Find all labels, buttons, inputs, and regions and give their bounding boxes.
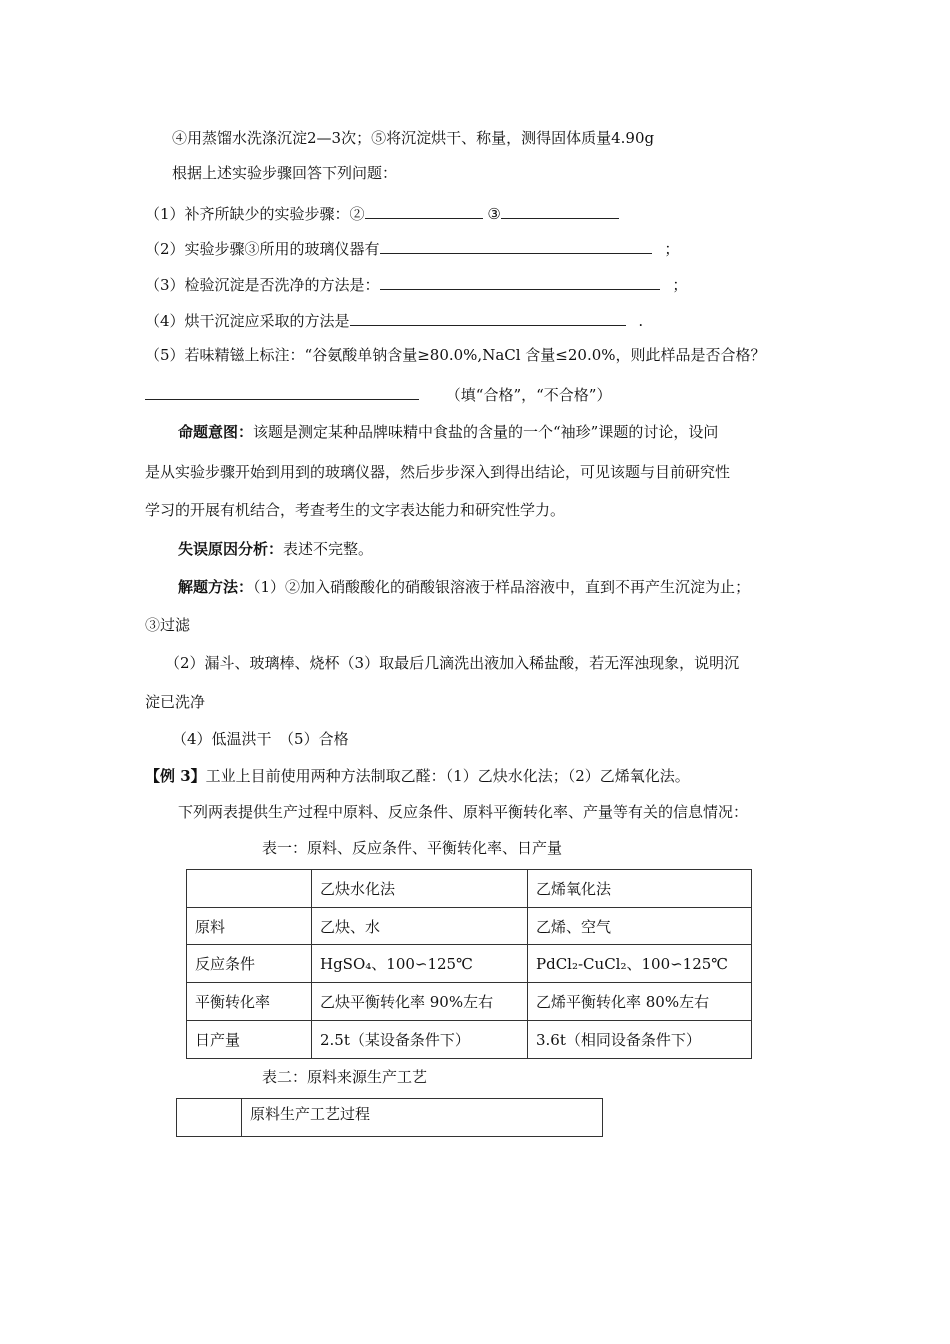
table-1-header-cell — [187, 870, 312, 908]
table-1-header-cell: 乙烯氧化法 — [528, 870, 752, 908]
method-line-3: （2）漏斗、玻璃棒、烧杯（3）取最后几滴洗出液加入稀盐酸，若无浑浊现象，说明沉 — [165, 654, 740, 672]
table-2-header-cell: 原料生产工艺过程 — [242, 1099, 603, 1137]
answer-blank-q3 — [380, 273, 660, 290]
example-3-label: 【例 3】 — [145, 767, 206, 785]
table-cell: 乙炔、水 — [312, 908, 528, 945]
question-4-end: . — [638, 312, 644, 330]
question-2-label: （2）实验步骤③所用的玻璃仪器有 — [145, 240, 380, 258]
intent-label: 命题意图： — [178, 423, 254, 441]
table-1-caption: 表一：原料、反应条件、平衡转化率、日产量 — [262, 839, 563, 857]
table-row — [187, 908, 752, 945]
question-4 — [145, 309, 643, 331]
table-cell: HgSO₄、100∽125℃ — [312, 945, 528, 983]
table-cell: 日产量 — [187, 1021, 312, 1059]
question-3-end: ； — [672, 276, 688, 294]
table-cell: 反应条件 — [187, 945, 312, 983]
table-cell: 3.6t（相同设备条件下） — [528, 1021, 752, 1059]
table-cell: 2.5t（某设备条件下） — [312, 1021, 528, 1059]
answer-blank-3 — [501, 202, 619, 219]
question-1 — [145, 202, 619, 224]
intent-line-1: 该题是测定某种品牌味精中食盐的含量的一个“袖珍”课题的讨论，设问 — [253, 423, 719, 441]
table-cell: 原料 — [187, 908, 312, 945]
table-2-header-row — [177, 1099, 603, 1137]
table-2-header-cell — [177, 1099, 242, 1137]
intent-line-2: 是从实验步骤开始到用到的玻璃仪器，然后步步深入到得出结论，可见该题与目前研究性 — [145, 463, 731, 481]
question-3-label: （3）检验沉淀是否洗净的方法是： — [145, 276, 380, 294]
question-5: （5）若味精镃上标注：“谷氨酸单钠含量≥80.0%,NaCl 含量≤20.0%，则此样品是否合格？ — [145, 346, 766, 364]
table-cell: 乙烯平衡转化率 80%左右 — [528, 983, 752, 1021]
table-1-header-cell: 乙炔水化法 — [312, 870, 528, 908]
method-line-1: （1）②加入硝酸酸化的硝酸银溶液于样品溶液中，直到不再产生沉淀为止； — [253, 578, 751, 596]
questions-intro: 根据上述实验步骤回答下列问题： — [172, 164, 398, 182]
intent-line-3: 学习的开展有机结合，考查考生的文字表达能力和研究性学力。 — [145, 501, 566, 519]
example-3-text: 工业上目前使用两种方法制取乙醛：（1）乙炔水化法；（2）乙烯氧化法。 — [205, 767, 690, 785]
question-3 — [145, 273, 687, 295]
question-5-answer — [145, 383, 611, 405]
table-1 — [186, 869, 752, 1059]
error-analysis — [178, 539, 373, 559]
question-1-label: （1）补齐所缺少的实验步骤：② — [145, 205, 365, 223]
intent-paragraph — [178, 422, 718, 442]
method-label: 解题方法： — [178, 578, 254, 596]
table-cell: 平衡转化率 — [187, 983, 312, 1021]
question-5-hint: （填“合格”，“不合格”） — [445, 386, 612, 404]
answer-blank-2 — [365, 202, 483, 219]
question-2 — [145, 237, 679, 259]
table-cell: 乙炔平衡转化率 90%左右 — [312, 983, 528, 1021]
answer-blank-q2 — [380, 237, 652, 254]
answer-blank-q5 — [145, 383, 419, 400]
table-cell: PdCl₂-CuCl₂、100∽125℃ — [528, 945, 752, 983]
answer-blank-q4 — [350, 309, 626, 326]
table-row — [187, 945, 752, 983]
method-line-4: 淀已洗净 — [145, 693, 206, 711]
table-2-caption: 表二：原料来源生产工艺 — [262, 1068, 428, 1086]
table-row — [187, 1021, 752, 1059]
step-4-5: ④用蒸馏水洗涤沉淀2—3次；⑤将沉淀烘干、称量，测得固体质量4.90g — [172, 129, 655, 147]
method-line-2: ③过滤 — [145, 616, 191, 634]
method-paragraph — [178, 577, 750, 597]
example-3-desc: 下列两表提供生产过程中原料、反应条件、原料平衡转化率、产量等有关的信息情况： — [178, 803, 749, 821]
error-text: 表述不完整。 — [283, 540, 374, 558]
table-cell: 乙烯、空气 — [528, 908, 752, 945]
table-row — [187, 983, 752, 1021]
question-1-mid: ③ — [487, 205, 501, 223]
question-4-label: （4）烘干沉淀应采取的方法是 — [145, 312, 350, 330]
method-line-5: （4）低温洪干 （5）合格 — [172, 730, 349, 748]
example-3-heading — [145, 766, 690, 786]
question-2-end: ； — [664, 240, 680, 258]
table-1-header-row — [187, 870, 752, 908]
table-2 — [176, 1098, 603, 1137]
error-label: 失误原因分析： — [178, 540, 284, 558]
